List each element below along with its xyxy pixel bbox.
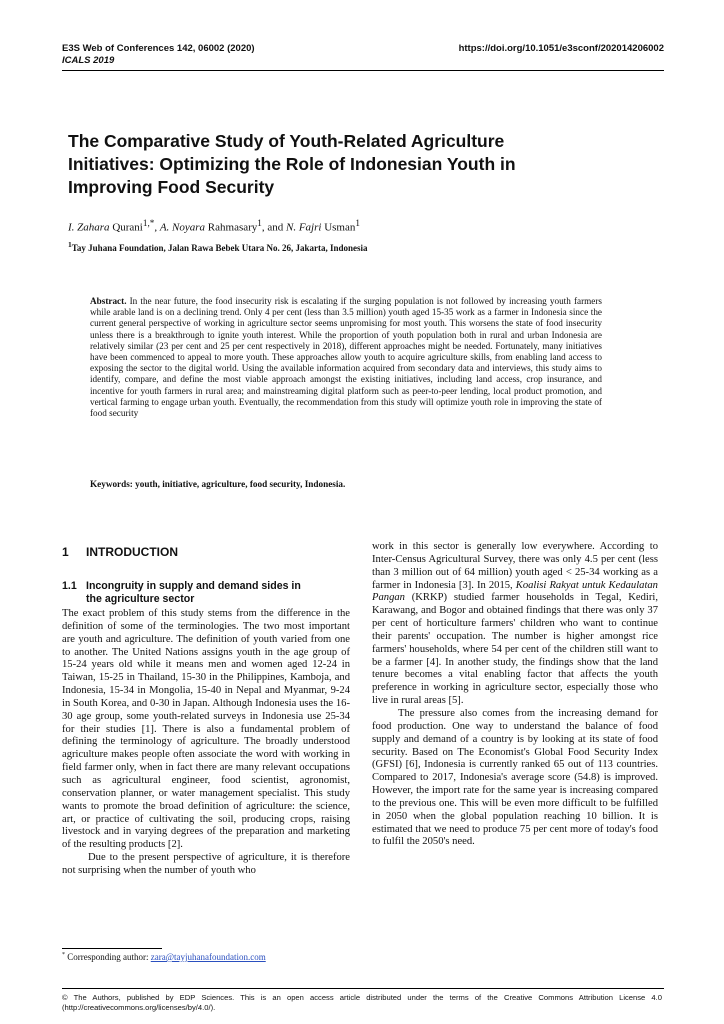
subsection-title-line2: the agriculture sector [86, 592, 195, 605]
author-3-initials: N. Fajri [286, 221, 322, 234]
header-divider [62, 70, 664, 71]
footnote-divider [62, 948, 162, 949]
author-email-link[interactable]: zara@tayjuhanafoundation.com [150, 952, 266, 962]
section-number: 1 [62, 545, 69, 559]
author-2-initials: A. Noyara [159, 221, 206, 234]
author-2-sup: 1 [257, 218, 262, 228]
author-1-surname: Qurani [109, 221, 143, 234]
author-3-surname: Usman [321, 221, 356, 234]
subsection-heading [62, 580, 350, 605]
subsection-number: 1.1 [62, 580, 77, 592]
paper-title: The Comparative Study of Youth-Related Agriculture Initiatives: Optimizing the Role of Indonesian Youth in Improving Food Security [68, 131, 516, 197]
body-text: (KRKP) studied farmer households in Tegal, Kediri, Karawang, and Bogor and obtained findings that there was only 37 per cent of horticulture farmers' children who want to continue their parents' occupation. The number is higher amongst rice farmers' households, where 54 per cent of the children still want to be a farmer [4]. In another study, the findings show that the land tenure becomes a vital enabling factor that affects the youth preference in working in agriculture sector, especially those who live in rural areas [5]. [372, 592, 658, 707]
doi-link[interactable]: https://doi.org/10.1051/e3sconf/202014206002 [458, 43, 664, 54]
author-1-sup: 1,* [142, 218, 155, 228]
right-column [372, 541, 658, 849]
affiliation-sup: 1 [68, 240, 72, 249]
keywords: Keywords: youth, initiative, agriculture, food security, Indonesia. [90, 479, 346, 489]
section-heading [62, 545, 178, 559]
abstract-label: Abstract. [90, 296, 127, 306]
conference-name: E3S Web of Conferences 142, 06002 (2020) [62, 43, 255, 54]
body-paragraph [372, 541, 658, 708]
author-1-initials: I. Zahara [68, 221, 110, 234]
body-paragraph: The pressure also comes from the increasing demand for food production. One way to understand the balance of food supply and demand of a country is by looking at its state of food security. Based on The Economist's Global Food Security Index (GFSI) [6], Indonesia is currently ranked 65 out of 113 countries. Compared to 2017, Indonesia's average score (54.8) is improved. However, the import rate for the same year is increasing compared to the previous one. This will be even more difficult to be fulfilled in 2050 when the global population reaching 10 billion. It is estimated that we need to produce 75 per cent more of today's food to fulfil the 2050's need. [372, 707, 658, 848]
footnote-label: Corresponding author: [65, 952, 151, 962]
affiliation-text: Tay Juhana Foundation, Jalan Rawa Bebek Utara No. 26, Jakarta, Indonesia [71, 243, 368, 253]
author-3-sup: 1 [355, 218, 360, 228]
body-italic-text: Koalisi Rakyat untuk Kedaulatan Pangan [372, 579, 658, 604]
footnote-marker: * [62, 952, 65, 958]
abstract-text: In the near future, the food insecurity risk is escalating if the surging population is not followed by increasing youth farmers while arable land is on a declining trend. Only 4 per cent (less than 3.5 million) youth aged 15-35 work as a farmer in Indonesia since the current general perspective of working in agriculture sector seems unpromising for most youth. This worsens the state of food insecurity unless there is a breakthrough to ignite youth interest. While the proportion of youth population both in rural and urban Indonesia are relatively similar (23 per cent and 25 per cent respectively in 2018), different approaches might be needed. Fortunately, many initiatives have been commenced to appeal to more youth. These approaches allow youth to acquire agriculture skills, from enabling land access to exposing the sector to the digital world. Using the available information acquired from secondary data and interviews, this study aims to identify, compare, and define the most viable approach amongst the existing initiatives, including land access, crop insurance, and incentive for youth farmers in rural area; and mainstreaming digital platform such as peer-to-peer lending, local product promotion, and vertical farming to engage urban youth. Eventually, the recommendation from this study will optimize youth role in improving the state of food security [90, 296, 602, 419]
corresponding-author-footnote [62, 952, 266, 962]
license-notice: © The Authors, published by EDP Sciences. This is an open access article distributed under the terms of the Creative Commons Attribution License 4.0 (http://creativecommons.org/licenses/by/4.0/). [62, 993, 662, 1012]
header-left [62, 43, 255, 67]
body-paragraph: The exact problem of this study stems from the difference in the definition of some of the terminologies. The two most important are youth and agriculture. The definition of youth varied from one to another. The United Nations assigns youth in the age group of 15-24 years old while it means men and women aged 12-24 in Taiwan, 15-25 in Thailand, 15-30 in the Philippines, Kamboja, and Indonesia, 15-34 in Mongolia, 15-40 in Nepal and Myanmar, 9-24 in South Korea, and 0-30 in Japan. Although Indonesia uses the 16-30 age group, some youth-related surveys in Indonesia use 25-34 for their studies [1]. There is also a fundamental problem of defining the terminology of agriculture. The broadly understood agriculture makes people often associate the word with working in field farmer only, when in fact there are many relevant occupations such as agricultural engineer, food scientist, agronomist, conservation planner, or water management specialist. This study wants to promote the broad definition of agriculture: the science, art, or practice of cultivating the soil, producing crops, raising livestock and in varying degrees of the preparation and marketing of the resulting products [2]. [62, 608, 350, 851]
author-2-surname: Rahmasary [205, 221, 258, 234]
author-list [68, 218, 360, 234]
subsection-title-line1: Incongruity in supply and demand sides in [86, 580, 301, 592]
abstract [90, 296, 602, 419]
author-separator: , [154, 221, 160, 234]
affiliation [68, 240, 367, 253]
body-paragraph: Due to the present perspective of agriculture, it is therefore not surprising when the number of youth who [62, 852, 350, 876]
section-title: INTRODUCTION [86, 545, 178, 559]
left-column [62, 608, 350, 878]
body-text: work in this sector is generally low everywhere. According to Inter-Census Agricultural Survey, there was only 4.5 per cent (less than 3 million out of 64 million) youth aged < 25-34 working as a farmer in Indonesia [3]. In 2015, [372, 541, 658, 591]
license-divider [62, 988, 664, 989]
event-name: ICALS 2019 [62, 55, 115, 66]
author-separator: , and [261, 221, 286, 234]
